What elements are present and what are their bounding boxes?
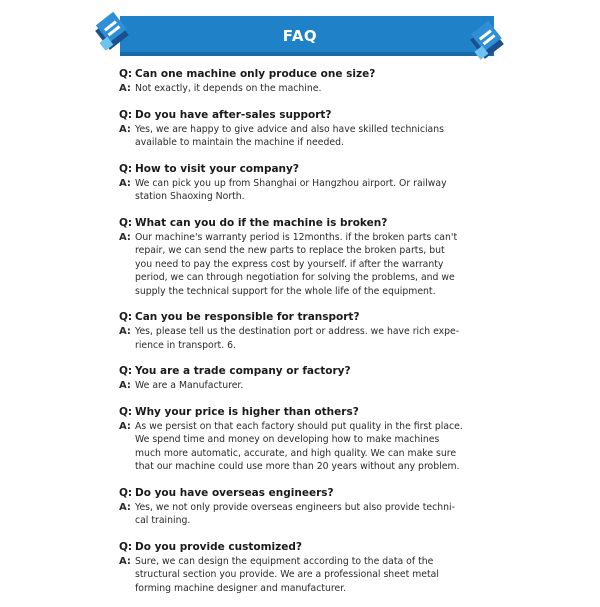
question-text: How to visit your company? <box>135 162 299 175</box>
question-text: Can you be responsible for transport? <box>135 311 360 323</box>
answer-marker: A: <box>119 501 131 513</box>
faq-item <box>119 540 479 596</box>
answer-marker: A: <box>119 555 131 567</box>
faq-list <box>119 67 479 607</box>
faq-banner <box>0 0 600 60</box>
answer-marker: A: <box>119 123 131 135</box>
faq-item <box>119 108 479 150</box>
question-text: Do you have after-sales support? <box>135 108 332 121</box>
question-marker: Q: <box>119 162 133 175</box>
answer-text: As we persist on that each factory should put quality in the first place. We spend time and money on developing how to make machines much more automatic, accurate, and high quality. We can make sure that our machine could use more than 20 years without any problem. <box>135 420 463 472</box>
faq-answer-row <box>119 379 479 393</box>
faq-item <box>119 486 479 528</box>
faq-question-row <box>119 486 479 501</box>
faq-answer-row <box>119 555 479 596</box>
answer-marker: A: <box>119 177 131 189</box>
question-text: Do you provide customized? <box>135 540 302 553</box>
question-marker: Q: <box>119 68 133 80</box>
answer-marker: A: <box>119 420 131 432</box>
faq-item <box>119 405 479 474</box>
answer-marker: A: <box>119 83 131 94</box>
answer-text: We are a Manufacturer. <box>135 380 244 391</box>
faq-answer-row <box>119 501 479 528</box>
answer-text: Our machine's warranty period is 12months. if the broken parts can't repair, we can send the new parts to replace the broken parts, but you need to pay the express cost by yourself. if after the warranty period, we can through negotiation for solving the problems, and we supply the technical support for the whole life of the equipment. <box>135 231 458 297</box>
faq-answer-row <box>119 420 479 474</box>
question-marker: Q: <box>119 540 133 553</box>
faq-item <box>119 67 479 96</box>
question-marker: Q: <box>119 405 133 418</box>
answer-text: Yes, we not only provide overseas engineers but also provide techni- cal training. <box>135 501 455 526</box>
question-marker: Q: <box>119 108 133 121</box>
page-title: FAQ <box>282 27 318 45</box>
faq-answer-row <box>119 82 479 96</box>
faq-question-row <box>119 364 479 379</box>
faq-question-row <box>119 310 479 325</box>
faq-answer-row <box>119 177 479 204</box>
question-marker: Q: <box>119 216 133 229</box>
faq-answer-row <box>119 325 479 352</box>
question-marker: Q: <box>119 365 133 377</box>
banner-underline <box>120 52 494 56</box>
answer-text: Yes, we are happy to give advice and also have skilled technicians available to maintain the machine if needed. <box>135 123 444 148</box>
faq-answer-row <box>119 123 479 150</box>
faq-item <box>119 162 479 204</box>
answer-text: We can pick you up from Shanghai or Hangzhou airport. Or railway station Shaoxing North. <box>135 177 447 202</box>
answer-text: Sure, we can design the equipment according to the data of the structural section you provide. We are a professional sheet metal forming machine designer and manufacturer. <box>135 555 439 594</box>
faq-question-row <box>119 162 479 177</box>
question-text: Can one machine only produce one size? <box>135 68 376 80</box>
faq-question-row <box>119 540 479 555</box>
question-text: You are a trade company or factory? <box>135 365 351 377</box>
answer-marker: A: <box>119 231 131 243</box>
faq-question-row <box>119 405 479 420</box>
answer-marker: A: <box>119 380 131 391</box>
faq-item <box>119 216 479 299</box>
faq-question-row <box>119 216 479 231</box>
question-marker: Q: <box>119 311 133 323</box>
answer-marker: A: <box>119 326 131 337</box>
answer-text: Not exactly, it depends on the machine. <box>135 83 322 94</box>
faq-item <box>119 310 479 352</box>
question-text: What can you do if the machine is broken? <box>135 216 388 229</box>
faq-item <box>119 364 479 393</box>
question-marker: Q: <box>119 486 133 499</box>
question-text: Do you have overseas engineers? <box>135 486 334 499</box>
faq-question-row <box>119 108 479 123</box>
answer-text: Yes, please tell us the destination port or address. we have rich expe- rience in transport. 6. <box>135 326 460 351</box>
faq-question-row <box>119 67 479 82</box>
question-text: Why your price is higher than others? <box>135 405 359 418</box>
faq-answer-row <box>119 231 479 299</box>
